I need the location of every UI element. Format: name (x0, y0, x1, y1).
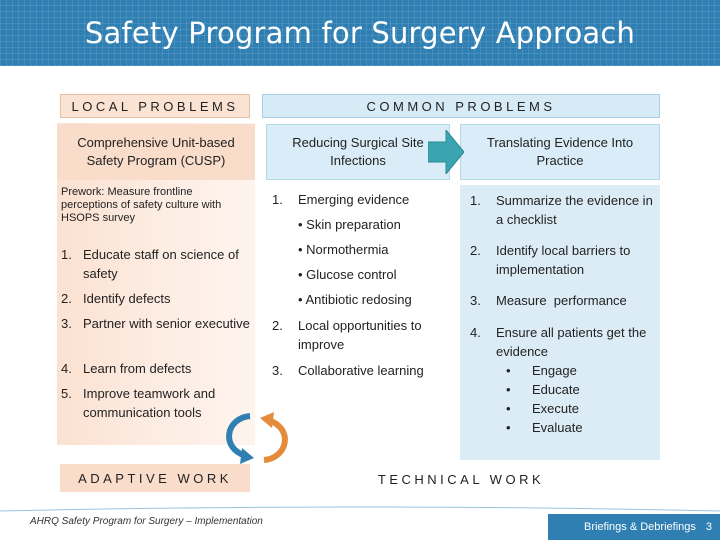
translating-subheader (460, 124, 660, 180)
bullet-item: • Antibiotic redosing (298, 292, 412, 307)
list-item (470, 191, 655, 229)
sub-bullet-text: Engage (532, 363, 577, 378)
list-item-number: 2. (272, 318, 283, 333)
sub-bullet-item (506, 399, 579, 418)
common-problems-header: COMMON PROBLEMS (262, 94, 660, 118)
page-title: Safety Program for Surgery Approach (84, 16, 636, 50)
list-item-text: Improve teamwork and communication tools (83, 386, 216, 420)
list-item-number: 4. (61, 361, 72, 376)
list-item-number: 3. (272, 363, 283, 378)
technical-work-label: TECHNICAL WORK (377, 471, 545, 487)
bullet-item: • Glucose control (298, 267, 397, 282)
list-item-text: Collaborative learning (298, 363, 424, 378)
footer-module-title: Briefings & Debriefings (583, 521, 696, 533)
list-item (272, 316, 447, 354)
list-item (470, 291, 655, 310)
list-item-number: 4. (470, 325, 481, 340)
list-item (272, 361, 447, 380)
sub-bullet-text: Execute (532, 401, 579, 416)
list-item-number: 3. (61, 316, 72, 331)
list-item (61, 245, 251, 283)
list-item-text: Educate staff on science of safety (83, 247, 239, 281)
title-bar (0, 0, 720, 66)
adaptive-work-label: ADAPTIVE WORK (60, 464, 250, 492)
sub-bullet-text: Educate (532, 382, 580, 397)
list-item-text: Learn from defects (83, 361, 192, 376)
local-problems-header: LOCAL PROBLEMS (60, 94, 250, 118)
sub-bullet-item (506, 380, 580, 399)
list-item-number: 2. (470, 243, 481, 258)
page-number: 3 (705, 521, 712, 533)
bullet-icon: • (506, 401, 511, 416)
list-item-text: Ensure all patients get the evidence (496, 325, 647, 359)
sub-bullet-item (506, 418, 583, 437)
list-item (272, 190, 447, 209)
list-item-number: 1. (272, 192, 283, 207)
cycle-arrows-icon (212, 408, 302, 468)
cusp-subheader-text: Comprehensive Unit-based Safety Program (CUSP) (77, 135, 235, 168)
list-item-text: Local opportunities to improve (298, 318, 422, 352)
bullet-item: • Normothermia (298, 242, 389, 257)
footer-program-title: AHRQ Safety Program for Surgery – Implementation (30, 516, 263, 527)
list-item (470, 241, 655, 279)
bullet-icon: • (506, 363, 511, 378)
ssi-subheader (266, 124, 450, 180)
list-item-number: 1. (470, 193, 481, 208)
list-item (61, 359, 251, 378)
bullet-item: • Skin preparation (298, 217, 401, 232)
ssi-subheader-text: Reducing Surgical Site Infections (292, 135, 424, 168)
list-item-number: 5. (61, 386, 72, 401)
list-item (61, 289, 251, 308)
list-item-text: Emerging evidence (298, 192, 410, 207)
list-item-number: 2. (61, 291, 72, 306)
list-item (61, 314, 251, 333)
list-item-text: Summarize the evidence in a checklist (496, 193, 653, 227)
prework-text: Prework: Measure frontline perceptions of safety culture with HSOPS survey (61, 186, 222, 224)
bullet-icon: • (506, 382, 511, 397)
list-item (470, 323, 655, 361)
translating-subheader-text: Translating Evidence Into Practice (486, 135, 634, 168)
list-item-text: Identify defects (83, 291, 171, 306)
list-item-text: Partner with senior executive (83, 316, 250, 331)
right-arrow-icon (428, 130, 464, 174)
bullet-icon: • (506, 420, 511, 435)
list-item-number: 1. (61, 247, 72, 262)
list-item-text: Identify local barriers to implementation (496, 243, 631, 277)
list-item-number: 3. (470, 293, 481, 308)
footer-bar (548, 514, 720, 540)
list-item-text: Measure performance (496, 293, 627, 308)
sub-bullet-item (506, 361, 577, 380)
cusp-subheader (57, 124, 255, 180)
sub-bullet-text: Evaluate (532, 420, 583, 435)
